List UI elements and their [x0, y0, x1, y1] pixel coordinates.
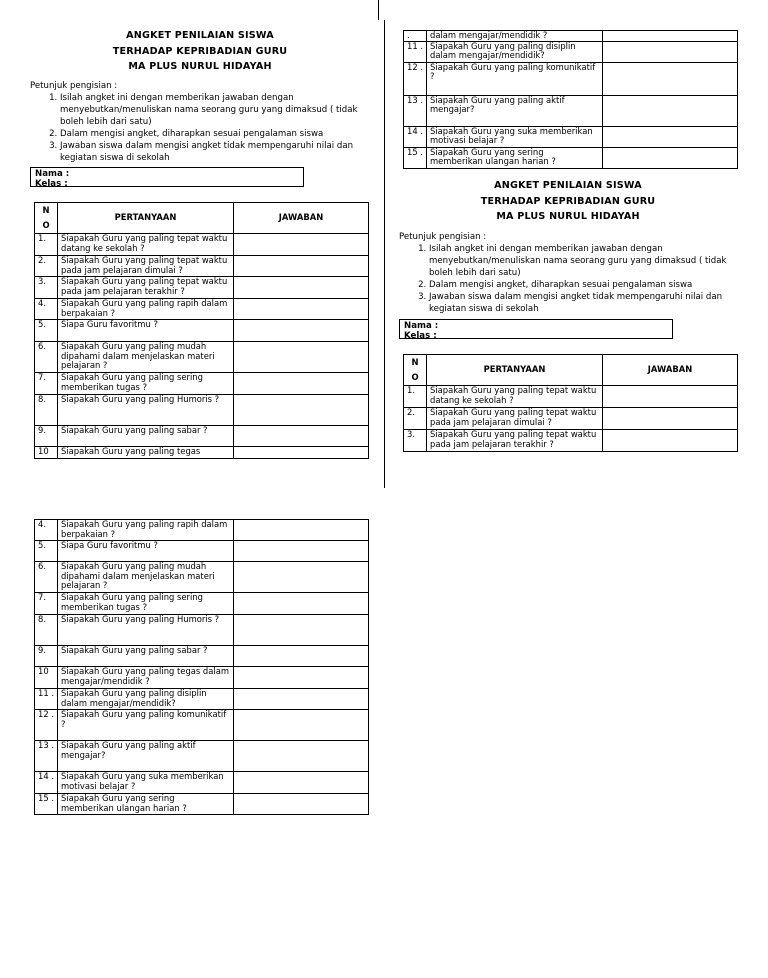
instruction-2: 2. Dalam mengisi angket, diharapkan sesuai pengalaman siswa [60, 128, 375, 140]
table-row [35, 277, 369, 299]
answer-cell[interactable] [234, 615, 369, 646]
table-row [404, 31, 738, 42]
table-row [35, 342, 369, 373]
answer-cell[interactable] [234, 426, 369, 447]
question-cell: Siapakah Guru yang paling komunikatif ? [58, 710, 234, 741]
row-number-cell: 8. [35, 395, 58, 426]
form-title-right: ANGKET PENILAIAN SISWA TERHADAP KEPRIBADIAN GURU MA PLUS NURUL HIDAYAH [480, 180, 656, 222]
answer-cell[interactable] [234, 256, 369, 277]
row-number-cell: 15 . [404, 147, 427, 168]
class-label: Kelas : [35, 179, 68, 187]
answer-cell[interactable] [234, 342, 369, 373]
instructions-heading: Petunjuk pengisian : [399, 232, 487, 242]
table-row [35, 426, 369, 447]
answer-cell[interactable] [603, 126, 738, 147]
answer-cell[interactable] [234, 320, 369, 342]
table-row [35, 615, 369, 646]
row-number-cell: 10 [35, 447, 58, 459]
question-cell: Siapakah Guru yang paling tepat waktu pada jam pelajaran dimulai ? [427, 408, 603, 430]
table-row [404, 386, 738, 408]
row-number-cell: 9. [35, 646, 58, 667]
question-cell: Siapakah Guru yang paling tepat waktu datang ke sekolah ? [427, 386, 603, 408]
answer-cell[interactable] [234, 373, 369, 395]
instructions-left [30, 80, 375, 164]
table-row [35, 299, 369, 320]
answer-cell[interactable] [234, 395, 369, 426]
table-row [35, 562, 369, 593]
row-number-cell: 12 . [35, 710, 58, 741]
questions-table-left [34, 202, 369, 459]
answer-cell[interactable] [234, 794, 369, 815]
answer-cell[interactable] [234, 741, 369, 772]
row-number-cell: 4. [35, 299, 58, 320]
row-number-cell: 12 . [404, 62, 427, 95]
page-divider [378, 0, 379, 20]
question-cell: Siapakah Guru yang paling aktif mengajar? [427, 95, 603, 126]
table-row [35, 772, 369, 794]
table-row [404, 95, 738, 126]
table-row [35, 320, 369, 342]
table-row [35, 667, 369, 689]
name-field-box-left[interactable] [30, 167, 304, 187]
col-answer-header: JAWABAN [603, 355, 738, 386]
question-cell: Siapakah Guru yang paling sabar ? [58, 426, 234, 447]
row-number-cell: 5. [35, 320, 58, 342]
question-cell: Siapakah Guru yang paling rapih dalam berpakaian ? [58, 520, 234, 541]
name-label: Nama : [404, 321, 439, 331]
question-cell: Siapakah Guru yang paling disiplin dalam mengajar/mendidik? [427, 41, 603, 62]
table-row [35, 234, 369, 256]
instructions-right [399, 231, 744, 315]
answer-cell[interactable] [234, 710, 369, 741]
row-number-cell: . [404, 31, 427, 42]
row-number-cell: 5. [35, 541, 58, 562]
table-row [35, 373, 369, 395]
row-number-cell: 6. [35, 342, 58, 373]
name-field-box-right[interactable] [399, 319, 673, 339]
row-number-cell: 11 . [404, 41, 427, 62]
form-title-left: ANGKET PENILAIAN SISWA TERHADAP KEPRIBADIAN GURU MA PLUS NURUL HIDAYAH [112, 30, 288, 72]
table-row [35, 741, 369, 772]
table-row [35, 520, 369, 541]
answer-cell[interactable] [603, 430, 738, 452]
table-row [35, 593, 369, 615]
answer-cell[interactable] [234, 277, 369, 299]
page-divider-lower [384, 20, 385, 488]
row-number-cell: 13 . [35, 741, 58, 772]
row-number-cell: 1. [35, 234, 58, 256]
row-number-cell: 3. [35, 277, 58, 299]
question-cell: Siapakah Guru yang paling sabar ? [58, 646, 234, 667]
question-cell: Siapa Guru favoritmu ? [58, 541, 234, 562]
answer-cell[interactable] [603, 62, 738, 95]
answer-cell[interactable] [234, 520, 369, 541]
question-cell: dalam mengajar/mendidik ? [427, 31, 603, 42]
table-row [404, 408, 738, 430]
question-cell: Siapakah Guru yang paling aktif mengajar? [58, 741, 234, 772]
answer-cell[interactable] [234, 646, 369, 667]
question-cell: Siapakah Guru yang paling disiplin dalam mengajar/mendidik? [58, 689, 234, 710]
row-number-cell: 14 . [35, 772, 58, 794]
question-cell: Siapakah Guru yang paling tegas dalam mengajar/mendidik ? [58, 667, 234, 689]
questions-table-left-continued [34, 519, 369, 815]
question-cell: Siapakah Guru yang paling Humoris ? [58, 395, 234, 426]
row-number-cell: 7. [35, 593, 58, 615]
answer-cell[interactable] [234, 299, 369, 320]
question-cell: Siapakah Guru yang paling tepat waktu pada jam pelajaran terakhir ? [58, 277, 234, 299]
answer-cell[interactable] [234, 562, 369, 593]
table-row [35, 395, 369, 426]
instruction-3: 3. Jawaban siswa dalam mengisi angket tidak mempengaruhi nilai dan kegiatan siswa di sekolah [60, 140, 375, 164]
col-no-header: N O [35, 203, 58, 234]
question-cell: Siapakah Guru yang suka memberikan motivasi belajar ? [58, 772, 234, 794]
col-question-header: PERTANYAAN [58, 203, 234, 234]
table-row [35, 794, 369, 815]
row-number-cell: 7. [35, 373, 58, 395]
row-number-cell: 4. [35, 520, 58, 541]
table-row [35, 541, 369, 562]
table-row [404, 147, 738, 168]
question-cell: Siapakah Guru yang paling mudah dipahami dalam menjelaskan materi pelajaran ? [58, 562, 234, 593]
answer-cell[interactable] [603, 408, 738, 430]
row-number-cell: 10 [35, 667, 58, 689]
answer-cell[interactable] [603, 147, 738, 168]
question-cell: Siapakah Guru yang paling Humoris ? [58, 615, 234, 646]
answer-cell[interactable] [603, 95, 738, 126]
question-cell: Siapa Guru favoritmu ? [58, 320, 234, 342]
question-cell: Siapakah Guru yang sering memberikan ulangan harian ? [58, 794, 234, 815]
instruction-2: 2. Dalam mengisi angket, diharapkan sesuai pengalaman siswa [429, 279, 744, 291]
table-row [35, 256, 369, 277]
name-label: Nama : [35, 169, 70, 179]
class-label: Kelas : [404, 331, 437, 339]
row-number-cell: 2. [35, 256, 58, 277]
table-row [404, 41, 738, 62]
table-row [35, 689, 369, 710]
instruction-1: 1. Isilah angket ini dengan memberikan jawaban dengan menyebutkan/menuliskan nama seorang guru yang dimaksud ( tidak boleh lebih dari satu) [429, 243, 744, 279]
row-number-cell: 2. [404, 408, 427, 430]
answer-cell[interactable] [234, 234, 369, 256]
row-number-cell: 15 . [35, 794, 58, 815]
row-number-cell: 14 . [404, 126, 427, 147]
question-cell: Siapakah Guru yang paling tegas [58, 447, 234, 459]
answer-cell[interactable] [234, 667, 369, 689]
answer-cell[interactable] [603, 386, 738, 408]
row-number-cell: 3. [404, 430, 427, 452]
answer-cell[interactable] [603, 31, 738, 42]
question-cell: Siapakah Guru yang paling sering memberikan tugas ? [58, 593, 234, 615]
answer-cell[interactable] [234, 541, 369, 562]
question-cell: Siapakah Guru yang paling rapih dalam berpakaian ? [58, 299, 234, 320]
question-cell: Siapakah Guru yang suka memberikan motivasi belajar ? [427, 126, 603, 147]
questions-table-right [403, 354, 738, 452]
question-cell: Siapakah Guru yang paling sering memberikan tugas ? [58, 373, 234, 395]
question-cell: Siapakah Guru yang paling tepat waktu pada jam pelajaran terakhir ? [427, 430, 603, 452]
answer-cell[interactable] [234, 593, 369, 615]
answer-cell[interactable] [234, 772, 369, 794]
question-cell: Siapakah Guru yang paling mudah dipahami dalam menjelaskan materi pelajaran ? [58, 342, 234, 373]
row-number-cell: 13 . [404, 95, 427, 126]
row-number-cell: 8. [35, 615, 58, 646]
table-row [35, 646, 369, 667]
question-cell: Siapakah Guru yang paling tepat waktu pada jam pelajaran dimulai ? [58, 256, 234, 277]
row-number-cell: 6. [35, 562, 58, 593]
col-question-header: PERTANYAAN [427, 355, 603, 386]
table-row [404, 430, 738, 452]
answer-cell[interactable] [234, 689, 369, 710]
question-cell: Siapakah Guru yang paling komunikatif ? [427, 62, 603, 95]
table-row [35, 447, 369, 459]
instruction-3: 3. Jawaban siswa dalam mengisi angket tidak mempengaruhi nilai dan kegiatan siswa di sekolah [429, 291, 744, 315]
questions-table-right-top [403, 30, 738, 169]
table-row [404, 62, 738, 95]
question-cell: Siapakah Guru yang sering memberikan ulangan harian ? [427, 147, 603, 168]
row-number-cell: 9. [35, 426, 58, 447]
col-answer-header: JAWABAN [234, 203, 369, 234]
row-number-cell: 11 . [35, 689, 58, 710]
answer-cell[interactable] [603, 41, 738, 62]
instructions-heading: Petunjuk pengisian : [30, 81, 118, 91]
instruction-1: 1. Isilah angket ini dengan memberikan jawaban dengan menyebutkan/menuliskan nama seorang guru yang dimaksud ( tidak boleh lebih dari satu) [60, 92, 375, 128]
row-number-cell: 1. [404, 386, 427, 408]
table-row [35, 710, 369, 741]
answer-cell[interactable] [234, 447, 369, 459]
col-no-header: N O [404, 355, 427, 386]
question-cell: Siapakah Guru yang paling tepat waktu datang ke sekolah ? [58, 234, 234, 256]
table-row [404, 126, 738, 147]
